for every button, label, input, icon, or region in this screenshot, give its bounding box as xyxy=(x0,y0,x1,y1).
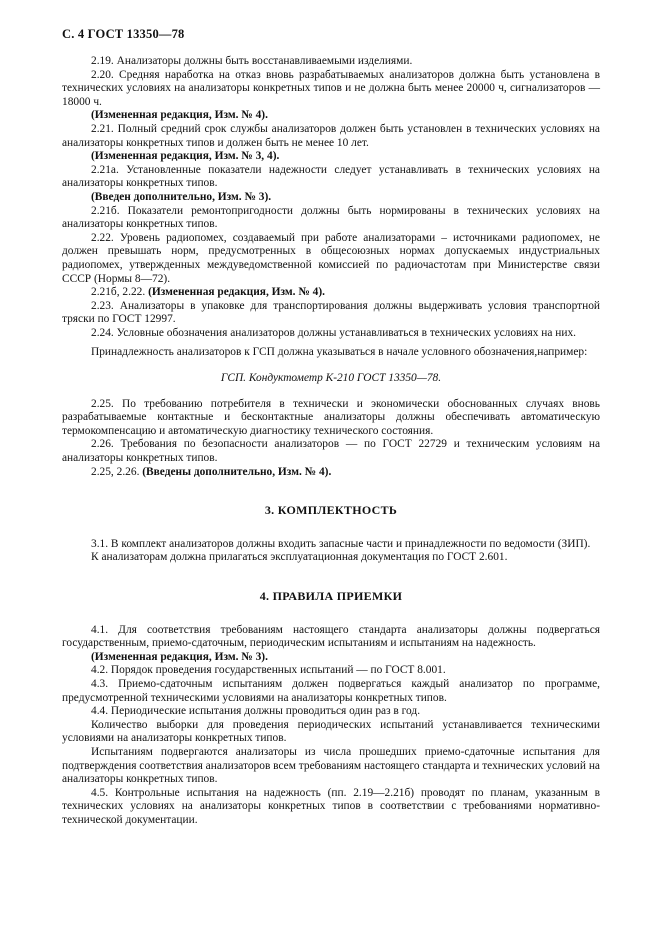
section-title-acceptance-rules: 4. ПРАВИЛА ПРИЕМКИ xyxy=(259,589,403,603)
document-body xyxy=(62,55,600,828)
clause-2-23: 2.23. Анализаторы в упаковке для транспортирования должны выдерживать условия транспортной тряски по ГОСТ 12997. xyxy=(62,299,600,326)
clause-2-26: 2.26. Требования по безопасности анализаторов — по ГОСТ 22729 и техническим условиям на анализаторы конкретных типов. xyxy=(62,438,600,465)
page-header: С. 4 ГОСТ 13350—78 xyxy=(62,27,185,41)
test-subjects-paragraph: Испытаниям подвергаются анализаторы из числа прошедших приемо-сдаточные испытания для подтверждения соответствия анализаторов всем требованиям настоящего стандарта и технических условий на анализаторы конкретных типов. xyxy=(62,745,600,786)
clause-2-21: 2.21. Полный средний срок службы анализаторов должен быть установлен в технических условиях на анализаторы конкретных типов и должен быть не менее 10 лет. xyxy=(62,122,600,149)
clause-2-22: 2.22. Уровень радиопомех, создаваемый при работе анализаторами – источниками радиопомех, не должен превышать норм, предусмотренных в общесоюзных нормах допускаемых индустриальных радиопомех, утвержденных междуведомственной комиссией по радиочастотам при Министерстве связи СССР (Нормы 8—72). xyxy=(62,231,600,285)
section-title-completeness: 3. КОМПЛЕКТНОСТЬ xyxy=(264,503,398,518)
clause-ref: 2.25, 2.26. xyxy=(91,465,143,478)
sample-size-paragraph: Количество выборки для проведения периодических испытаний устанавливается техническими условиями на анализаторы конкретных типов. xyxy=(62,718,600,745)
amendment-note-mixed xyxy=(62,286,600,300)
clause-2-24: 2.24. Условные обозначения анализаторов должны устанавливаться в технических условиях на них. xyxy=(91,326,577,339)
designation-example: ГСП. Кондуктометр К-210 ГОСТ 13350—78. xyxy=(220,372,442,385)
clause-2-25: 2.25. По требованию потребителя в технически и экономически обоснованных случаях вновь разрабатываемые контактные и бесконтактные анализаторы должны обеспечивать автоматическую термокомпенсацию и автоматическую диагностику технического состояния. xyxy=(62,397,600,437)
clause-2-19: 2.19. Анализаторы должны быть восстанавливаемыми изделиями. xyxy=(91,55,413,67)
clause-2-21b: 2.21б. Показатели ремонтопригодности должны быть нормированы в технических условиях на анализаторы конкретных типов. xyxy=(62,204,600,231)
clause-4-2: 4.2. Порядок проведения государственных испытаний — по ГОСТ 8.001. xyxy=(91,664,446,677)
designation-paragraph: Принадлежность анализаторов к ГСП должна указываться в начале условного обозначения,например: xyxy=(91,346,588,359)
amendment-label: (Измененная редакция, Изм. № 4). xyxy=(148,286,326,299)
clause-4-5: 4.5. Контрольные испытания на надежность (пп. 2.19—2.21б) проводят по планам, указанным в технических условиях на анализаторы конкретных типов в соответствии с требованиями нормативно-технической документации. xyxy=(62,786,600,826)
clause-ref: 2.21б, 2.22. xyxy=(91,286,149,299)
amendment-note: (Измененная редакция, Изм. № 3). xyxy=(91,650,268,663)
clause-4-1: 4.1. Для соответствия требованиям настоящего стандарта анализаторы должны подвергаться государственным, приемо-сдаточным, периодическим испытаниям и испытаниям на надежность. xyxy=(62,623,600,650)
amendment-note: (Измененная редакция, Изм. № 4). xyxy=(91,109,268,122)
clause-2-21a: 2.21а. Установленные показатели надежности следует устанавливать в технических условиях на анализаторы конкретных типов. xyxy=(62,163,600,190)
documentation-paragraph: К анализаторам должна прилагаться эксплуатационная документация по ГОСТ 2.601. xyxy=(91,551,508,564)
clause-4-3: 4.3. Приемо-сдаточным испытаниям должен подвергаться каждый анализатор по программе, предусмотренной техническими условиями на анализаторы конкретных типов. xyxy=(62,677,600,704)
amendment-note: (Измененная редакция, Изм. № 3, 4). xyxy=(91,150,280,163)
amendment-note-mixed xyxy=(62,466,600,480)
clause-4-4: 4.4. Периодические испытания должны проводиться один раз в год. xyxy=(91,705,421,718)
clause-3-1: 3.1. В комплект анализаторов должны входить запасные части и принадлежности по ведомости (ЗИП). xyxy=(91,537,591,550)
amendment-label: (Введены дополнительно, Изм. № 4). xyxy=(142,465,332,478)
amendment-note: (Введен дополнительно, Изм. № 3). xyxy=(91,190,272,203)
clause-2-20: 2.20. Средняя наработка на отказ вновь разрабатываемых анализаторов должна быть установлена в технических условиях на анализаторы конкретных типов и не должна быть менее 20000 ч, сигнализаторов — 18000 ч. xyxy=(62,68,600,108)
